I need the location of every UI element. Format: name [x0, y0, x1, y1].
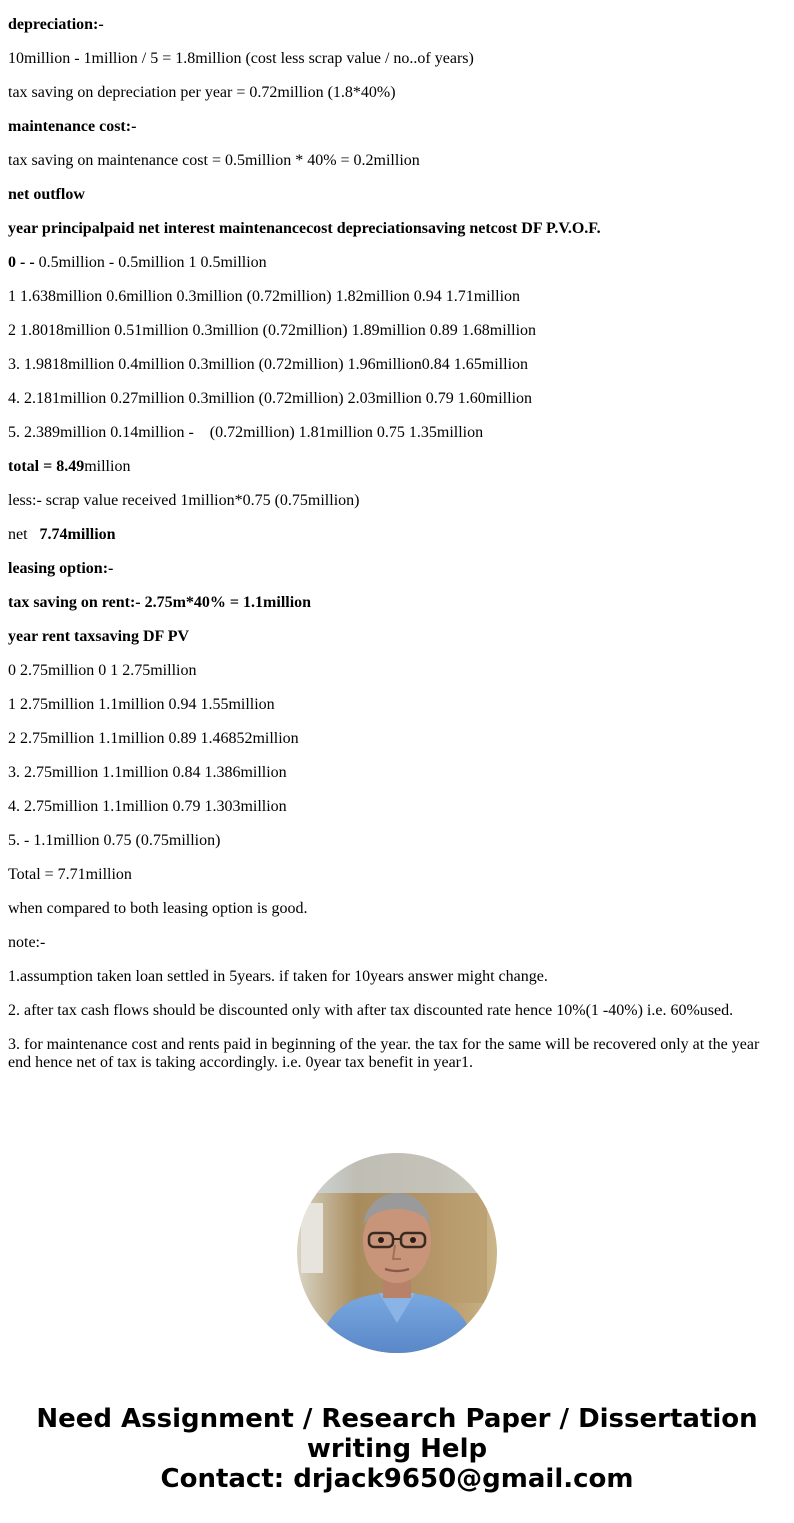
- promo-contact: Contact: drjack9650@gmail.com: [160, 1464, 634, 1494]
- text-segment: 3. 1.9818million 0.4million 0.3million (0.72million) 1.96million0.84 1.65million: [8, 356, 529, 373]
- text-segment: tax saving on maintenance cost = 0.5million * 40% = 0.2million: [8, 152, 420, 169]
- document-line: [8, 152, 778, 170]
- bold-text: 0 - -: [8, 254, 39, 271]
- document-line: [8, 390, 778, 408]
- document-line: [8, 628, 778, 646]
- document-line: [8, 322, 778, 340]
- bold-text: tax saving on rent:- 2.75m*40% = 1.1million: [8, 594, 312, 611]
- bold-text: year rent taxsaving DF PV: [8, 628, 190, 645]
- document-line: [8, 288, 778, 306]
- text-segment: 0.5million - 0.5million 1 0.5million: [38, 254, 267, 271]
- document-line: [8, 220, 778, 238]
- document-line: [8, 492, 778, 510]
- text-segment: tax saving on depreciation per year = 0.72million (1.8*40%): [8, 84, 396, 101]
- document-line: [8, 832, 778, 850]
- text-segment: net: [8, 526, 40, 543]
- promo-line-1: Need Assignment / Research Paper / Dissertation: [36, 1404, 758, 1434]
- bold-text: net outflow: [8, 186, 85, 203]
- text-segment: 4. 2.75million 1.1million 0.79 1.303million: [8, 798, 287, 815]
- text-segment: Total = 7.71million: [8, 866, 132, 883]
- text-segment: 10million - 1million / 5 = 1.8million (cost less scrap value / no..of years): [8, 50, 474, 67]
- text-segment: 2 2.75million 1.1million 0.89 1.46852million: [8, 730, 299, 747]
- text-segment: when compared to both leasing option is good.: [8, 900, 308, 917]
- text-segment: 2 1.8018million 0.51million 0.3million (0.72million) 1.89million 0.89 1.68million: [8, 322, 537, 339]
- text-segment: 1 2.75million 1.1million 0.94 1.55million: [8, 696, 275, 713]
- document-line: [8, 254, 778, 272]
- bold-text: leasing option:-: [8, 560, 114, 577]
- document-line: [8, 934, 778, 952]
- document-line: [8, 526, 778, 544]
- document-line: [8, 1036, 778, 1072]
- document-line: [8, 662, 778, 680]
- text-segment: 3. 2.75million 1.1million 0.84 1.386million: [8, 764, 287, 781]
- document-line: [8, 16, 778, 34]
- bold-text: maintenance cost:-: [8, 118, 137, 135]
- document-line: [8, 560, 778, 578]
- document-line: [8, 866, 778, 884]
- document-line: [8, 798, 778, 816]
- document-line: [8, 594, 778, 612]
- document-line: [8, 764, 778, 782]
- document-line: [8, 730, 778, 748]
- document-line: [8, 696, 778, 714]
- text-segment: 2. after tax cash flows should be discounted only with after tax discounted rate hence 10%(1 -40%) i.e. 60%used.: [8, 1002, 734, 1019]
- text-segment: 1 1.638million 0.6million 0.3million (0.72million) 1.82million 0.94 1.71million: [8, 288, 521, 305]
- text-segment: note:-: [8, 934, 46, 951]
- document-line: [8, 118, 778, 136]
- document-line: [8, 900, 778, 918]
- author-avatar: [297, 1153, 497, 1353]
- text-segment: less:- scrap value received 1million*0.75 (0.75million): [8, 492, 360, 509]
- bold-text: depreciation:-: [8, 16, 104, 33]
- document-line: [8, 84, 778, 102]
- promo-banner: [0, 1404, 794, 1494]
- document-line: [8, 424, 778, 442]
- text-segment: 0 2.75million 0 1 2.75million: [8, 662, 197, 679]
- text-segment: 1.assumption taken loan settled in 5years. if taken for 10years answer might change.: [8, 968, 548, 985]
- document-body: [8, 16, 778, 1088]
- document-line: [8, 968, 778, 986]
- text-segment: 5. 2.389million 0.14million - (0.72million) 1.81million 0.75 1.35million: [8, 424, 484, 441]
- text-segment: 3. for maintenance cost and rents paid in beginning of the year. the tax for the same will be recovered only at the year end hence net of tax is taking accordingly. i.e. 0year tax benefit in year1.: [8, 1036, 764, 1071]
- text-segment: 4. 2.181million 0.27million 0.3million (0.72million) 2.03million 0.79 1.60million: [8, 390, 533, 407]
- promo-line-2: writing Help: [306, 1434, 488, 1464]
- document-line: [8, 50, 778, 68]
- document-line: [8, 186, 778, 204]
- document-line: [8, 458, 778, 476]
- bold-text: 7.74million: [39, 526, 116, 543]
- person-portrait-icon: [297, 1153, 497, 1353]
- bold-text: total = 8.49: [8, 458, 85, 475]
- text-segment: 5. - 1.1million 0.75 (0.75million): [8, 832, 221, 849]
- bold-text: year principalpaid net interest maintenancecost depreciationsaving netcost DF P.V.O.F.: [8, 220, 601, 237]
- document-line: [8, 356, 778, 374]
- document-line: [8, 1002, 778, 1020]
- text-segment: million: [84, 458, 131, 475]
